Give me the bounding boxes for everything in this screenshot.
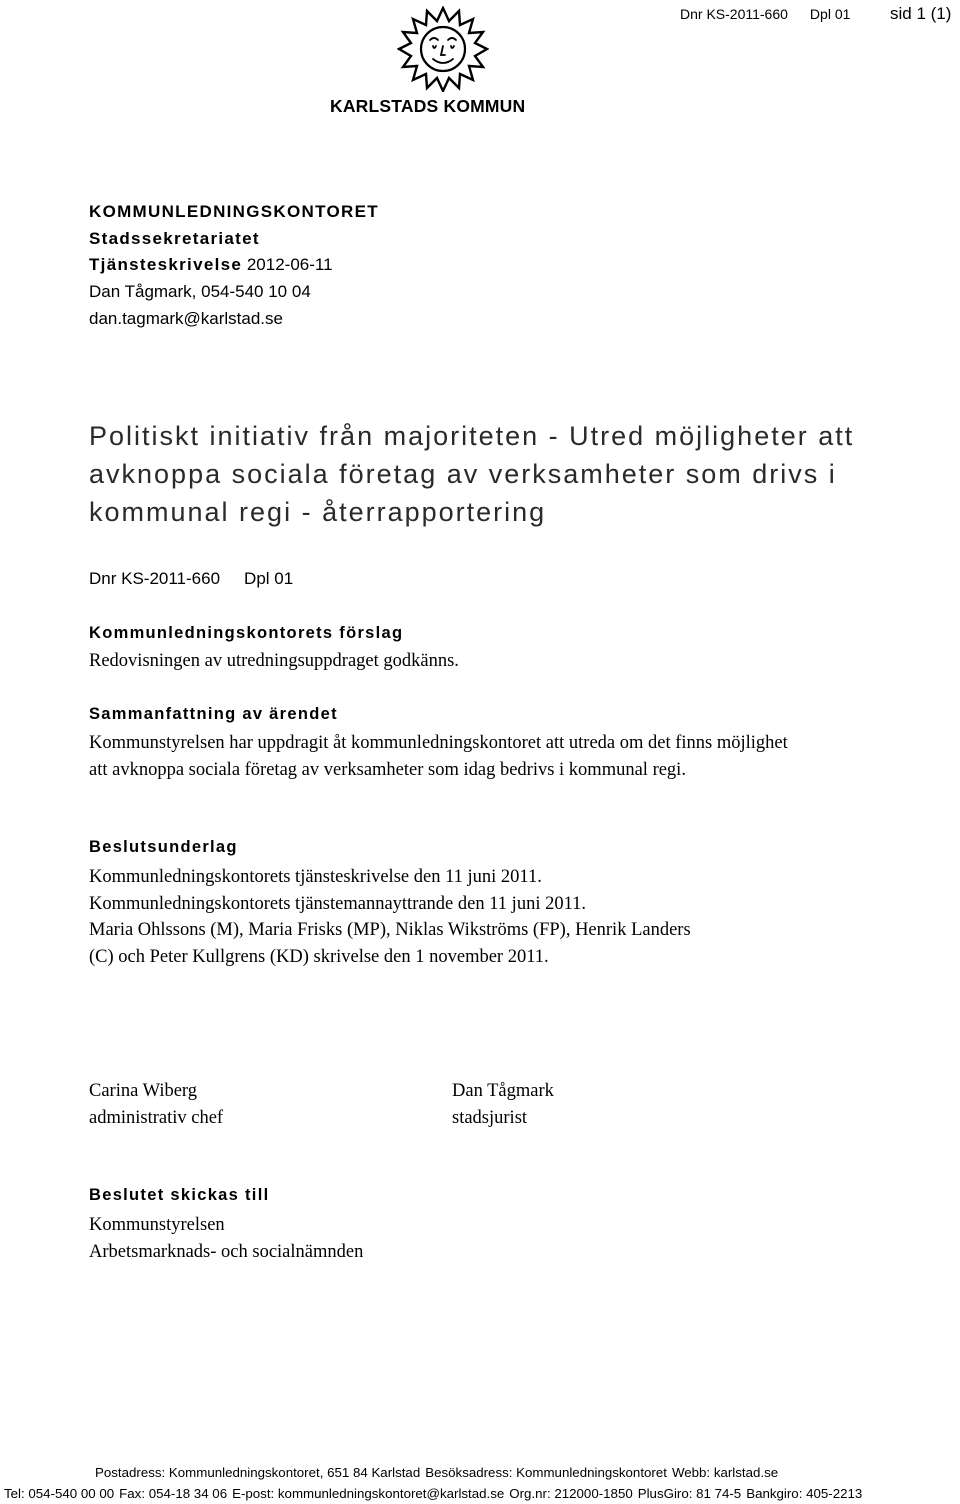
footer-bankgiro: Bankgiro: 405-2213 — [746, 1486, 863, 1501]
contact-email: dan.tagmark@karlstad.se — [89, 309, 283, 328]
header-dpl: Dpl 01 — [809, 6, 851, 22]
secretariat-name: Stadssekretariatet — [89, 229, 260, 248]
footer-contact-line — [4, 1486, 862, 1501]
document-type — [89, 255, 333, 275]
signatory-role: stadsjurist — [452, 1107, 528, 1128]
basis-line: Maria Ohlssons (M), Maria Frisks (MP), Niklas Wikströms (FP), Henrik Landers — [89, 920, 691, 940]
recipients-list — [89, 1212, 809, 1265]
recipients-heading: Beslutet skickas till — [89, 1186, 270, 1204]
signatory-name: Dan Tågmark — [452, 1081, 554, 1101]
signatory-role: administrativ chef — [89, 1107, 224, 1128]
basis-line: Kommunledningskontorets tjänsteskrivelse den 11 juni 2011. — [89, 867, 542, 887]
page-number: sid 1 (1) — [890, 4, 952, 23]
signatory-name: Carina Wiberg — [89, 1081, 198, 1101]
office-name: KOMMUNLEDNINGSKONTORET — [89, 202, 379, 221]
header-reference — [680, 6, 872, 22]
document-date: 2012-06-11 — [246, 255, 333, 274]
proposal-heading: Kommunledningskontorets förslag — [89, 624, 404, 642]
footer-plusgiro: PlusGiro: 81 74-5 — [637, 1486, 742, 1501]
reference-dpl: Dpl 01 — [244, 569, 294, 588]
footer-org-number: Org.nr: 212000-1850 — [509, 1486, 633, 1501]
summary-heading: Sammanfattning av ärendet — [89, 705, 338, 723]
reference-dnr: Dnr KS-2011-660 — [89, 569, 221, 588]
logo — [330, 6, 558, 117]
footer-address-line — [95, 1465, 778, 1480]
recipient: Arbetsmarknads- och socialnämnden — [89, 1241, 364, 1262]
footer-visiting-address: Besöksadress: Kommunledningskontoret — [425, 1465, 667, 1480]
basis-list — [89, 864, 809, 970]
signature-block — [452, 1078, 554, 1131]
basis-heading: Beslutsunderlag — [89, 838, 238, 856]
logo-text: KARLSTADS KOMMUN — [330, 96, 526, 116]
footer-phone: Tel: 054-540 00 00 — [4, 1486, 115, 1501]
signature-block — [89, 1078, 223, 1131]
footer-website: Webb: karlstad.se — [671, 1465, 779, 1480]
sun-face-icon — [397, 6, 489, 92]
summary-text: Kommunstyrelsen har uppdragit åt kommunledningskontoret att utreda om det finns möjlighet att avknoppa sociala företag av verksamheter som idag bedrivs i kommunal regi. — [89, 733, 788, 780]
proposal-text: Redovisningen av utredningsuppdraget godkänns. — [89, 651, 459, 671]
document-title: Politiskt initiativ från majoriteten - Utred möjligheter att avknoppa sociala företag av verksamheter som drivs i kommunal regi - återrapportering — [89, 421, 855, 527]
reference-line — [89, 569, 293, 589]
document-type-label: Tjänsteskrivelse — [89, 255, 243, 274]
header-dnr: Dnr KS-2011-660 — [680, 6, 788, 22]
contact-line: Dan Tågmark, 054-540 10 04 — [89, 282, 311, 301]
footer-email: E-post: kommunledningskontoret@karlstad.se — [232, 1486, 505, 1501]
footer-fax: Fax: 054-18 34 06 — [119, 1486, 228, 1501]
basis-line: Kommunledningskontorets tjänstemannayttrande den 11 juni 2011. — [89, 893, 587, 914]
basis-line: (C) och Peter Kullgrens (KD) skrivelse den 1 november 2011. — [89, 946, 549, 967]
recipient: Kommunstyrelsen — [89, 1215, 225, 1235]
footer-postal-address: Postadress: Kommunledningskontoret, 651 84 Karlstad — [95, 1465, 421, 1480]
